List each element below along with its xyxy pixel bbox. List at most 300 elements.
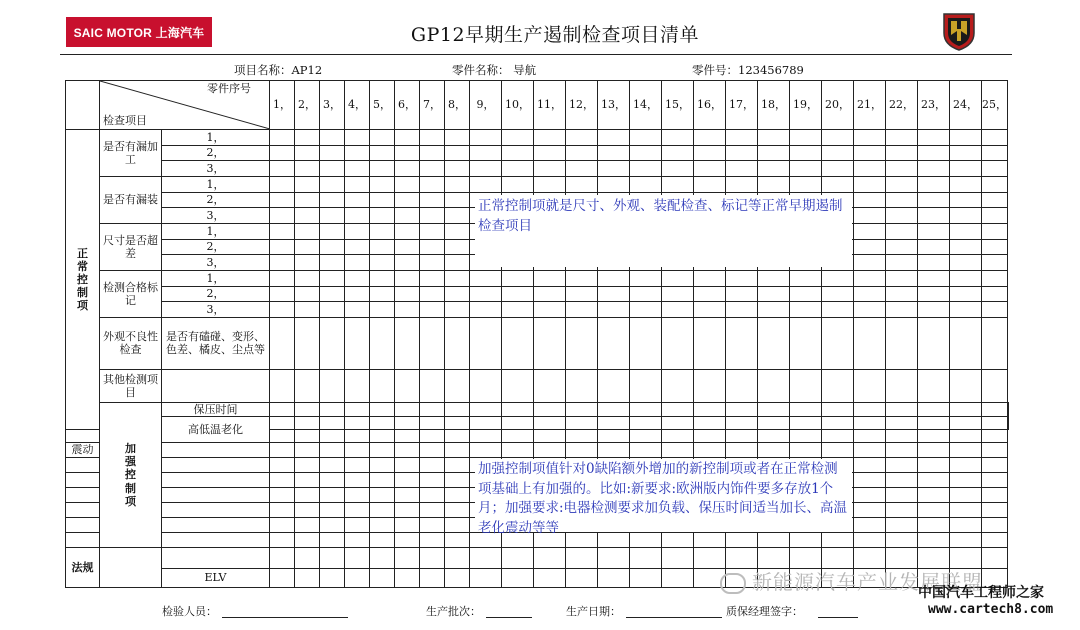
grid-cell [886,369,918,402]
grid-cell [345,239,370,255]
grid-cell [395,533,420,548]
grid-cell [445,223,470,239]
grid-cell [662,369,694,402]
grid-cell [320,145,345,161]
part-name: 零件名称： 导航 [452,63,537,77]
grid-cell [420,458,445,473]
table-row [66,145,1009,161]
grid-cell [982,239,1008,255]
grid-cell [420,533,445,548]
grid-cell [566,145,598,161]
check-item-label: 震动 [66,443,100,458]
grid-cell [295,130,320,146]
grid-cell [694,286,726,302]
grid-cell [886,402,918,416]
grid-cell [662,270,694,286]
grid-cell [345,488,370,503]
grid-cell [886,443,918,458]
grid-cell [534,369,566,402]
table-row [66,443,1009,458]
grid-cell [950,458,982,473]
column-header: 7， [420,81,445,130]
grid-cell [370,569,395,588]
grid-cell [918,503,950,518]
grid-cell [918,317,950,369]
corner-blank [66,81,100,130]
grid-cell [320,569,345,588]
grid-cell [270,130,295,146]
grid-cell [502,569,534,588]
grid-cell [854,402,886,416]
grid-cell [726,145,758,161]
grid-cell [950,130,982,146]
grid-cell [662,286,694,302]
grid-cell [982,286,1008,302]
column-header: 22， [886,81,918,130]
grid-cell [395,569,420,588]
grid-cell [320,402,345,416]
grid-cell [854,518,886,533]
page-title: GP12早期生产遏制检查项目清单 [410,24,700,46]
grid-cell [295,208,320,224]
grid-cell [886,161,918,177]
grid-cell [758,443,790,458]
grid-cell [598,430,630,443]
grid-cell [950,533,982,548]
grid-cell [445,176,470,192]
grid-cell [502,270,534,286]
sub-number: 1， [162,270,270,286]
grid-cell [758,417,790,430]
check-item-label: 检测合格标记 [100,270,162,317]
check-item-label: 尺寸是否超差 [100,223,162,270]
grid-cell [345,417,370,430]
grid-cell [662,402,694,416]
saic-logo: SAIC MOTOR 上海汽车 [66,17,212,47]
grid-cell [918,518,950,533]
grid-cell [395,130,420,146]
grid-cell [420,369,445,402]
grid-cell [758,402,790,416]
grid-cell [982,145,1008,161]
column-header: 4， [345,81,370,130]
column-header: 18， [758,81,790,130]
grid-cell [420,239,445,255]
column-header: 11， [534,81,566,130]
grid-cell [662,130,694,146]
grid-cell [982,430,1008,443]
grid-cell [598,286,630,302]
grid-cell [270,270,295,286]
grid-cell [395,443,420,458]
grid-cell [295,458,320,473]
column-header: 15， [662,81,694,130]
appearance-detail: 是否有磕碰、变形、色差、橘皮、尘点等 [162,317,270,369]
grid-cell [66,488,100,503]
wechat-icon [720,573,746,594]
grid-cell [370,402,395,416]
grid-cell [295,270,320,286]
grid-cell [395,317,420,369]
column-header: 2， [295,81,320,130]
grid-cell [726,270,758,286]
grid-cell [295,569,320,588]
grid-cell [345,176,370,192]
column-header: 12， [566,81,598,130]
grid-cell [566,533,598,548]
grid-cell [982,302,1008,318]
sub-number: 3， [162,208,270,224]
grid-cell [662,569,694,588]
grid-cell [598,302,630,318]
grid-cell [886,239,918,255]
column-header: 8， [445,81,470,130]
grid-cell [345,533,370,548]
grid-cell [758,286,790,302]
grid-cell [295,369,320,402]
grid-cell [270,176,295,192]
grid-cell [822,145,854,161]
grid-cell [630,286,662,302]
grid-cell [420,518,445,533]
project-name: 项目名称：AP12 [234,63,323,77]
grid-cell [502,176,534,192]
grid-cell [726,430,758,443]
grid-cell [790,369,822,402]
table-row [66,161,1009,177]
grid-cell [886,130,918,146]
column-header: 24， [950,81,982,130]
grid-cell [320,130,345,146]
grid-cell [270,569,295,588]
grid-cell [345,317,370,369]
table-row [66,302,1009,318]
sub-number: 3， [162,161,270,177]
check-item-label: 保压时间 [162,402,270,416]
grid-cell [630,130,662,146]
grid-cell [270,239,295,255]
grid-cell [854,443,886,458]
column-header: 25， [982,81,1008,130]
grid-cell [162,369,270,402]
grid-cell [982,208,1008,224]
grid-cell [445,161,470,177]
grid-cell [320,417,345,430]
grid-cell [445,417,470,430]
grid-cell [345,192,370,208]
grid-cell [662,317,694,369]
grid-cell [370,503,395,518]
grid-cell [694,302,726,318]
grid-cell [918,270,950,286]
grid-cell [295,443,320,458]
grid-cell [320,270,345,286]
grid-cell [270,255,295,271]
grid-cell [822,286,854,302]
grid-cell [950,430,982,443]
grid-cell [345,286,370,302]
grid-cell [295,402,320,416]
grid-cell [950,176,982,192]
grid-cell [822,417,854,430]
grid-cell [370,488,395,503]
grid-cell [320,369,345,402]
grid-cell [470,302,502,318]
grid-cell [270,533,295,548]
grid-cell [758,176,790,192]
grid-cell [395,192,420,208]
grid-cell [918,239,950,255]
grid-cell [370,417,395,430]
grid-cell [918,369,950,402]
grid-cell [270,192,295,208]
grid-cell [854,270,886,286]
grid-cell [320,473,345,488]
grid-cell [598,145,630,161]
check-item-label: 高低温老化 [162,417,270,443]
grid-cell [270,286,295,302]
grid-cell [502,286,534,302]
column-header: 10， [502,81,534,130]
grid-cell [598,443,630,458]
grid-cell [270,503,295,518]
grid-cell [295,548,320,569]
grid-cell [345,302,370,318]
grid-cell [370,145,395,161]
grid-cell [726,317,758,369]
grid-cell [320,317,345,369]
table-row [66,176,1009,192]
column-header: 23， [918,81,950,130]
grid-cell [370,223,395,239]
grid-cell [270,402,295,416]
grid-cell [270,473,295,488]
grid-cell [470,145,502,161]
grid-cell [822,161,854,177]
grid-cell [694,402,726,416]
grid-cell [918,223,950,239]
grid-cell [470,402,502,416]
grid-cell [886,430,918,443]
grid-cell [270,488,295,503]
grid-cell [822,302,854,318]
grid-cell [445,208,470,224]
grid-cell [918,302,950,318]
grid-cell [445,569,470,588]
grid-cell [598,402,630,416]
grid-cell [295,176,320,192]
grid-cell [66,473,100,488]
grid-cell [758,533,790,548]
grid-cell [370,302,395,318]
grid-cell [270,430,295,443]
grid-cell [420,208,445,224]
column-header: 21， [854,81,886,130]
column-header: 13， [598,81,630,130]
grid-cell [534,286,566,302]
grid-cell [886,223,918,239]
group-normal [66,130,100,430]
grid-cell [886,533,918,548]
grid-cell [162,533,270,548]
grid-cell [502,130,534,146]
grid-cell [534,569,566,588]
grid-cell [854,208,886,224]
grid-cell [950,417,982,430]
grid-cell [854,458,886,473]
grid-cell [630,176,662,192]
grid-cell [694,369,726,402]
grid-cell [982,458,1008,473]
grid-cell [395,417,420,430]
grid-cell [790,533,822,548]
grid-cell [395,223,420,239]
grid-cell [726,417,758,430]
grid-cell [470,548,502,569]
grid-cell [420,473,445,488]
grid-cell [854,488,886,503]
grid-cell [950,317,982,369]
grid-cell [345,255,370,271]
grid-cell [345,569,370,588]
grid-cell [470,317,502,369]
grid-cell [345,270,370,286]
grid-cell [790,443,822,458]
sub-number: 2， [162,286,270,302]
grid-cell [345,430,370,443]
grid-cell [420,145,445,161]
date-line [626,617,722,618]
sub-number: 1， [162,223,270,239]
grid-cell [566,270,598,286]
grid-cell [886,145,918,161]
grid-cell [886,518,918,533]
watermark-text: 新能源汽车产业发展联盟 [752,570,983,594]
grid-cell [295,239,320,255]
inspector-line [222,617,348,618]
grid-cell [918,430,950,443]
grid-cell [320,548,345,569]
grid-cell [370,430,395,443]
sub-number: 2， [162,145,270,161]
normal-control-note: 正常控制项就是尺寸、外观、装配检查、标记等正常早期遏制检查项目 [475,195,852,267]
grid-cell [420,255,445,271]
grid-cell [470,286,502,302]
grid-cell [295,317,320,369]
grid-cell [950,369,982,402]
grid-cell [370,192,395,208]
grid-cell [320,302,345,318]
grid-cell [502,443,534,458]
grid-cell [854,192,886,208]
grid-cell [320,533,345,548]
grid-cell [1008,417,1009,430]
grid-cell [886,503,918,518]
grid-cell [822,369,854,402]
grid-cell [295,286,320,302]
grid-cell [534,417,566,430]
grid-cell [854,503,886,518]
grid-cell [630,569,662,588]
table-row [66,270,1009,286]
grid-cell [420,302,445,318]
table-row [66,369,1009,402]
grid-cell [854,430,886,443]
grid-cell [162,503,270,518]
grid-cell [982,533,1008,548]
grid-cell [420,176,445,192]
grid-cell [395,369,420,402]
grid-cell [886,473,918,488]
grid-cell [726,402,758,416]
table-row [66,130,1009,146]
grid-cell [886,270,918,286]
column-header: 17， [726,81,758,130]
grid-cell [345,503,370,518]
grid-cell [694,270,726,286]
grid-cell [270,548,295,569]
grid-cell [295,430,320,443]
grid-cell [854,176,886,192]
date-label: 生产日期： [566,605,621,618]
grid-cell [726,176,758,192]
grid-cell [470,443,502,458]
grid-cell [950,255,982,271]
grid-cell [918,176,950,192]
grid-cell [886,488,918,503]
grid-cell [345,402,370,416]
grid-cell [822,270,854,286]
grid-cell [445,503,470,518]
header-part-seq: 零件序号 [207,82,251,95]
grid-cell [395,145,420,161]
grid-cell [345,548,370,569]
grid-cell [918,192,950,208]
grid-cell [982,417,1008,430]
grid-cell [420,286,445,302]
check-item-label: 外观不良性检查 [100,317,162,369]
grid-cell [598,417,630,430]
grid-cell [630,443,662,458]
grid-cell [320,208,345,224]
grid-cell [950,192,982,208]
grid-cell [445,145,470,161]
grid-cell [598,317,630,369]
grid-cell [918,255,950,271]
grid-cell [534,430,566,443]
grid-cell [420,130,445,146]
grid-cell [982,503,1008,518]
grid-cell [370,317,395,369]
grid-cell [370,286,395,302]
grid-cell [854,317,886,369]
grid-cell [502,302,534,318]
grid-cell [345,473,370,488]
grid-cell [370,161,395,177]
grid-cell [950,239,982,255]
grid-cell [395,503,420,518]
title-rule [60,54,1012,55]
grid-cell [445,239,470,255]
grid-cell [790,302,822,318]
grid-cell [345,130,370,146]
grid-cell [630,317,662,369]
grid-cell [726,443,758,458]
grid-cell [295,417,320,430]
table-row [66,286,1009,302]
grid-cell [662,533,694,548]
manager-line [818,617,858,618]
